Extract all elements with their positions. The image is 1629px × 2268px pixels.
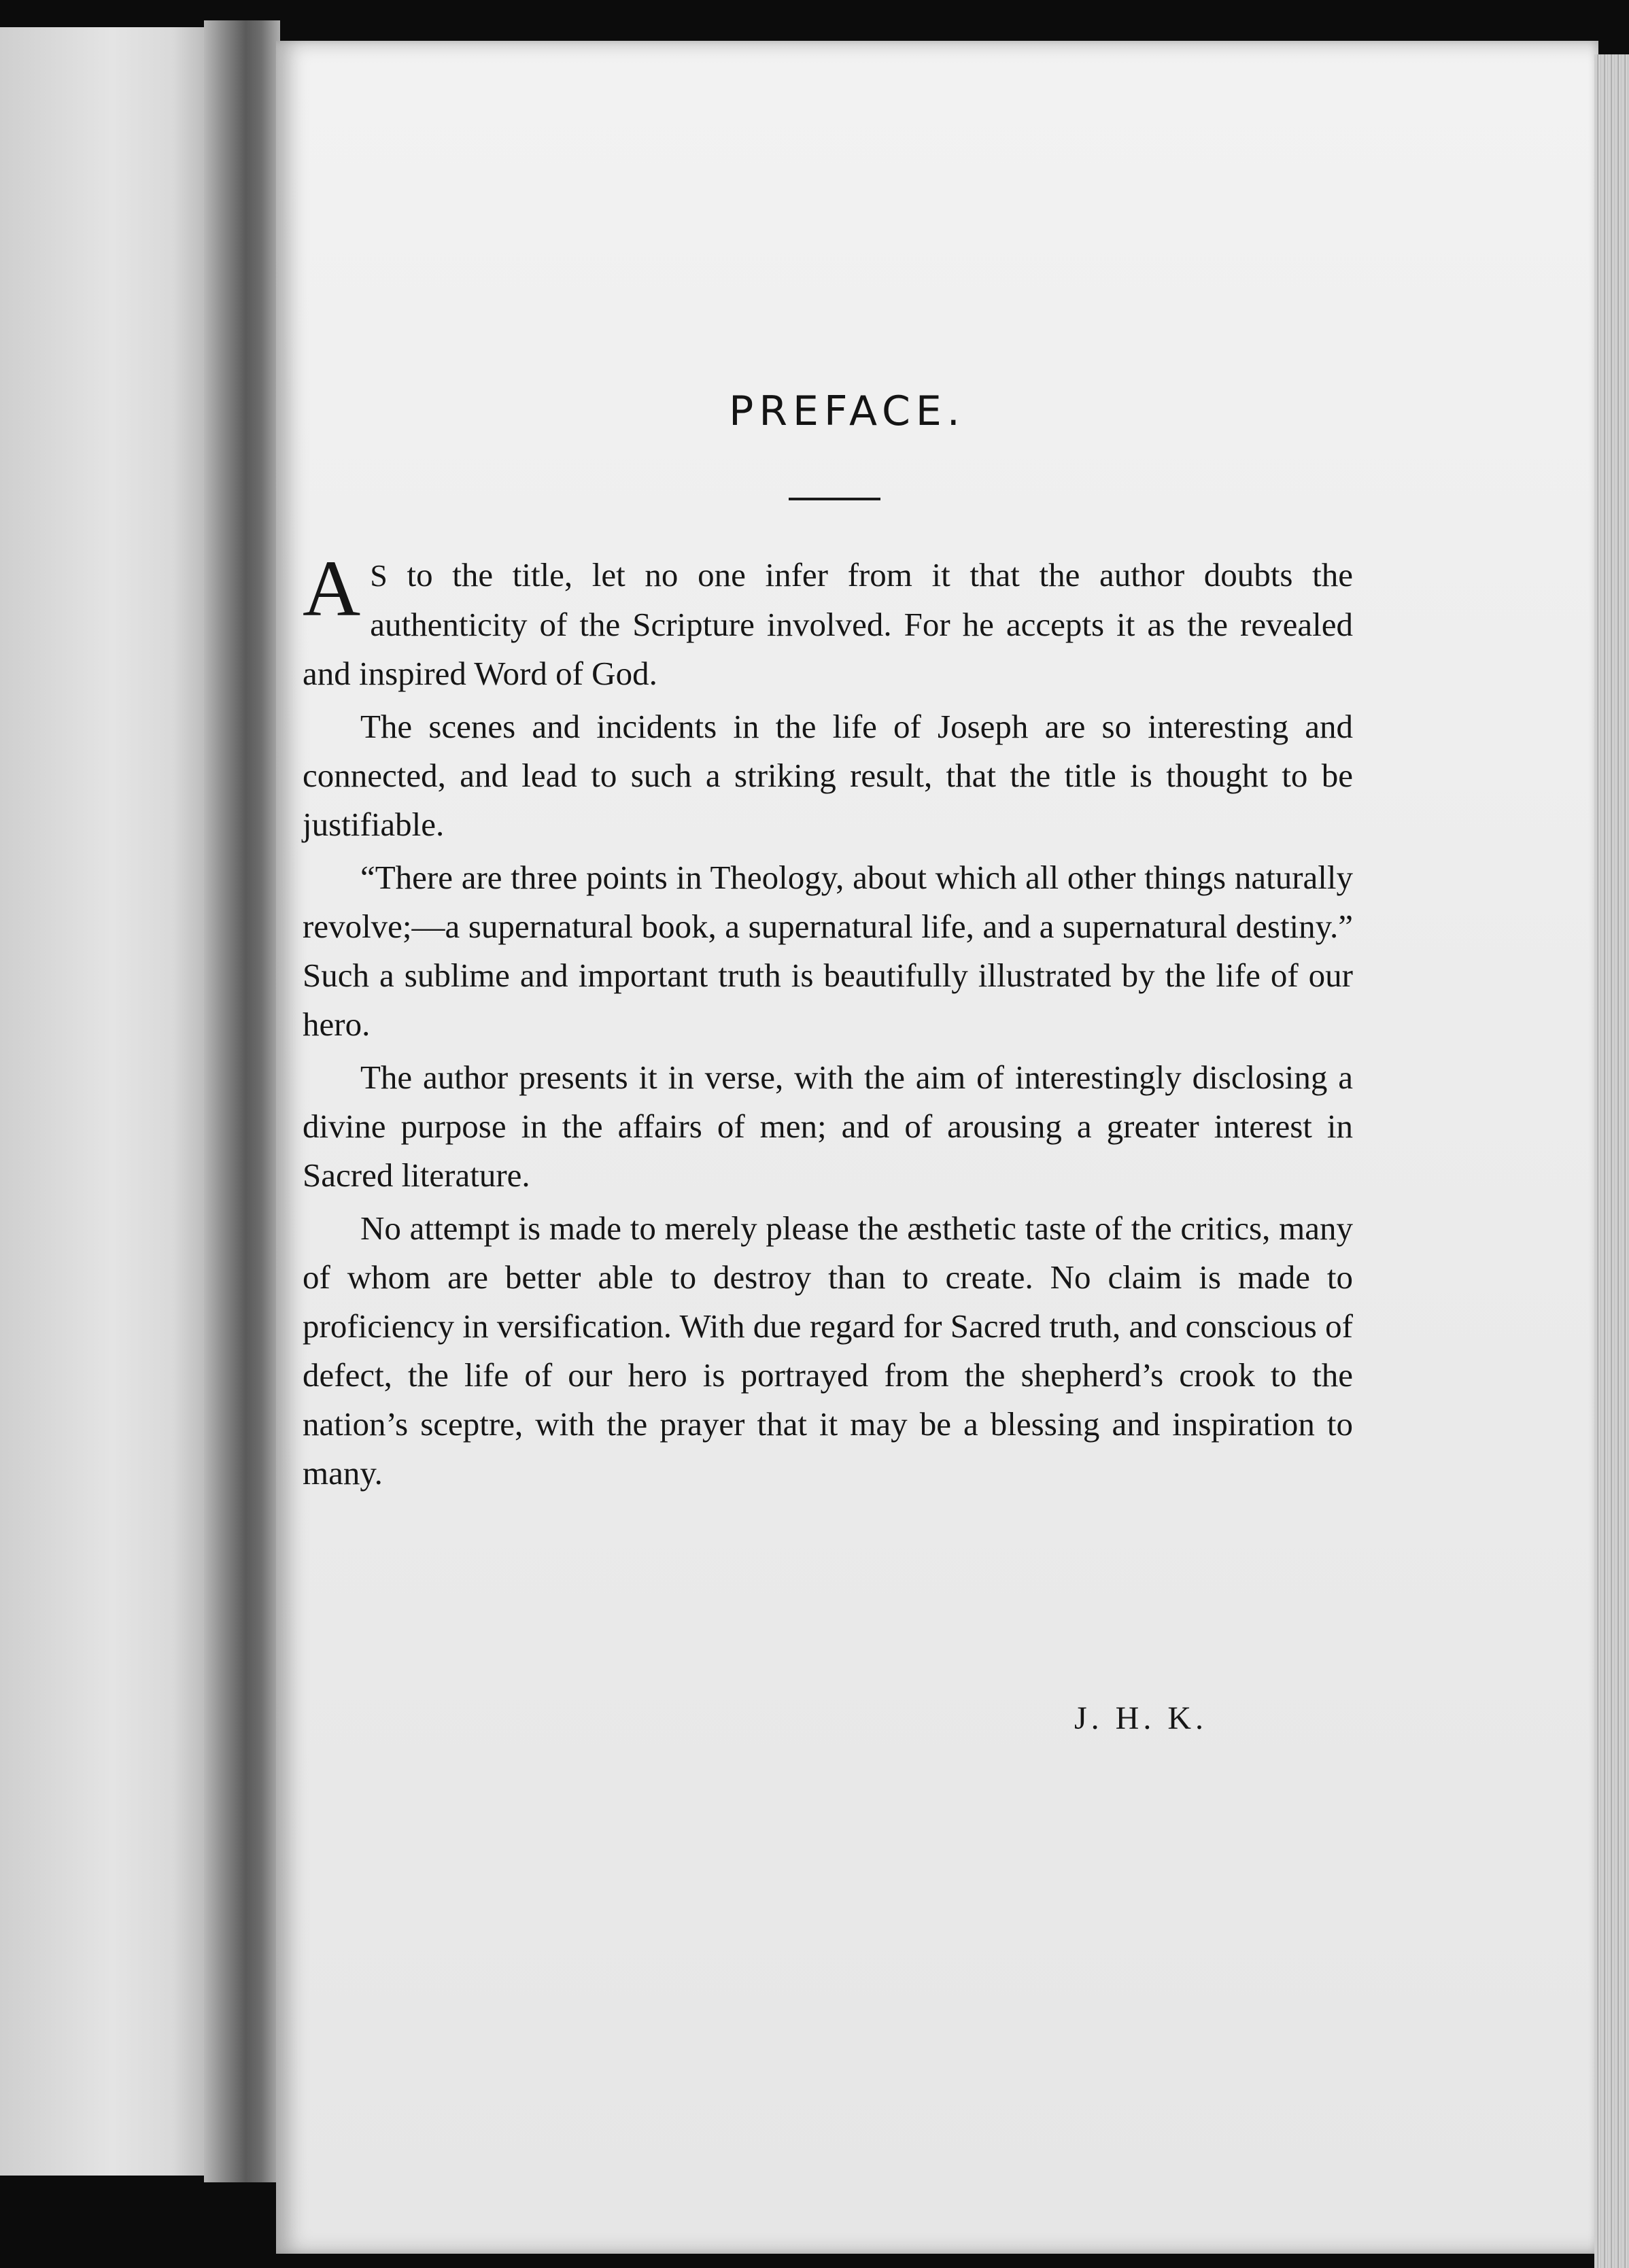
book-gutter	[204, 20, 280, 2182]
paragraph-3: “There are three points in Theology, about which all other things naturally revolve;—a supernatural book, a supernatural life, and a supernatural destiny.” Such a sublime and important truth is beautifully illustrated by the life of our hero.	[303, 859, 1353, 1043]
paragraph-5: No attempt is made to merely please the æsthetic taste of the critics, many of whom are better able to destroy than to create. No claim is made to proficiency in versification. With due regard for Sacred truth, and conscious of defect, the life of our hero is portrayed from the shepherd’s crook to the nation’s sceptre, with the prayer that it may be a blessing and inspiration to many.	[303, 1209, 1353, 1492]
author-initials: J. H. K.	[1074, 1700, 1208, 1736]
paragraph-1-text: to the title, let no one infer from it that the author doubts the authenticity of the Scripture involved. For he accepts it as the revealed and inspired Word of God.	[303, 556, 1353, 692]
previous-page	[0, 27, 204, 2176]
title-rule	[789, 498, 880, 500]
page-edges	[1594, 54, 1629, 2268]
page-title: PREFACE.	[729, 388, 965, 435]
drop-cap: A	[303, 544, 361, 633]
paragraph-1	[303, 544, 1353, 698]
paragraph-4: The author presents it in verse, with the aim of interestingly disclosing a divine purpose in the affairs of men; and of arousing a greater interest in Sacred literature.	[303, 1059, 1353, 1194]
drop-cap-continuation: S	[370, 558, 388, 593]
preface-body	[303, 544, 1353, 1498]
paragraph-2: The scenes and incidents in the life of Joseph are so interesting and connected, and lead to such a striking result, that the title is thought to be justifiable.	[303, 708, 1353, 843]
